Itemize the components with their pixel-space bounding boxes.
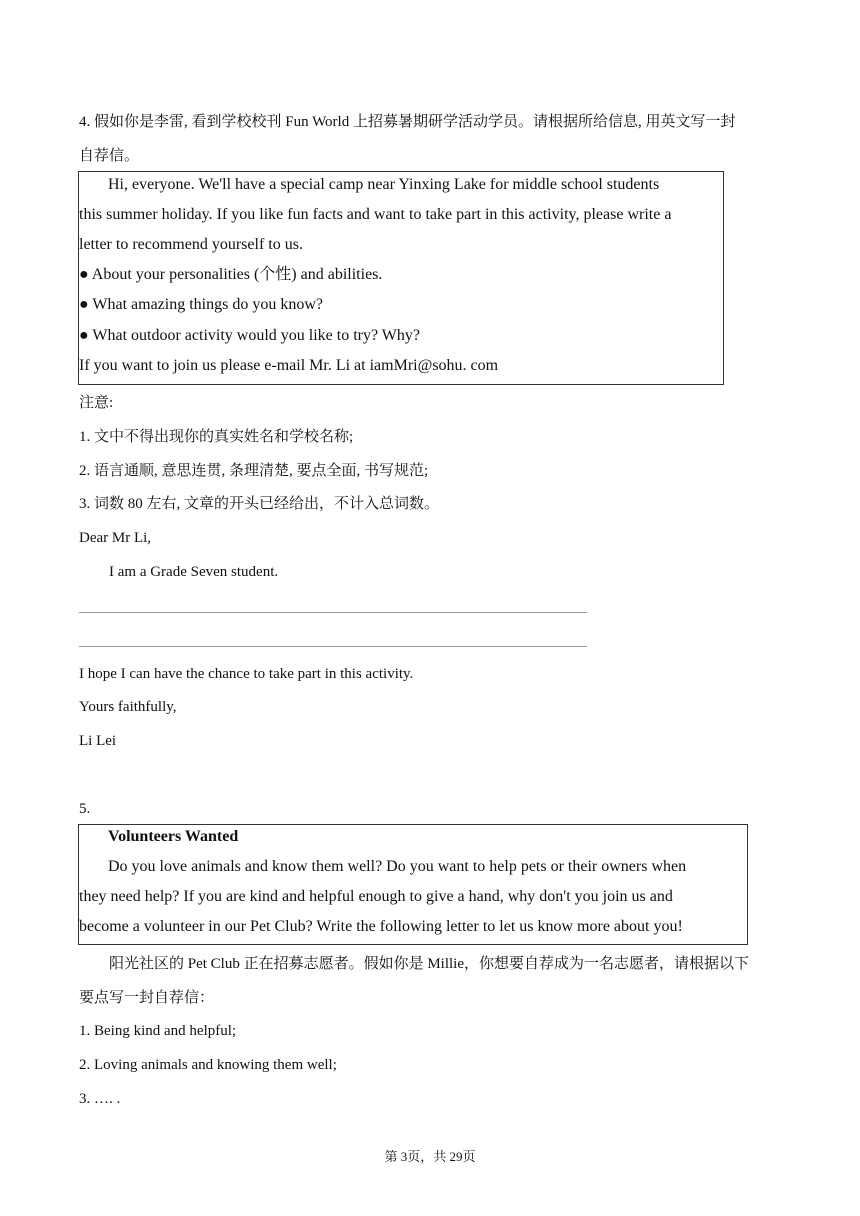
q4-prompt-line1: 4. 假如你是李雷, 看到学校校刊 Fun World 上招募暑期研学活动学员。请根据所给信息, 用英文写一封 (79, 114, 736, 130)
q4-note: 1. 文中不得出现你的真实姓名和学校名称; (79, 429, 354, 445)
page-footer: 第 3页，共 29页 (384, 1149, 476, 1164)
q5-box-line: become a volunteer in our Pet Club? Write the following letter to let us know more about you! (79, 918, 683, 935)
q5-box-title: Volunteers Wanted (108, 828, 239, 845)
q4-opening: I am a Grade Seven student. (109, 564, 279, 580)
q4-notice-bullet: ● What amazing things do you know? (79, 296, 323, 313)
q4-notice-line: Hi, everyone. We'll have a special camp near Yinxing Lake for middle school students (108, 176, 660, 193)
q5-box-line: they need help? If you are kind and helpful enough to give a hand, why don't you join us and (79, 888, 673, 905)
q5-point: 3. …. . (79, 1091, 121, 1107)
q4-salutation: Dear Mr Li, (79, 530, 152, 546)
q5-notice-box (78, 824, 748, 945)
q4-note: 3. 词数 80 左右, 文章的开头已经给出，不计入总词数。 (79, 496, 440, 512)
answer-blank-line[interactable] (79, 612, 587, 613)
q4-notes-title: 注意: (79, 395, 114, 411)
q4-notice-line: this summer holiday. If you like fun facts and want to take part in this activity, please write a (79, 206, 672, 223)
q4-signature: Li Lei (79, 733, 117, 749)
q5-point: 1. Being kind and helpful; (79, 1023, 237, 1039)
q4-notice-box (78, 171, 724, 385)
answer-blank-line[interactable] (79, 646, 587, 647)
q4-notice-line: If you want to join us please e-mail Mr. Li at iamMri@sohu. com (79, 357, 499, 374)
q5-prompt-line2: 要点写一封自荐信： (79, 990, 215, 1006)
q5-number: 5. (79, 801, 91, 817)
q5-point: 2. Loving animals and knowing them well; (79, 1057, 337, 1073)
q5-prompt-line1: 阳光社区的 Pet Club 正在招募志愿者。假如你是 Millie，你想要自荐成为一名志愿者，请根据以下 (109, 956, 750, 972)
q4-notice-bullet: ● About your personalities (个性) and abilities. (79, 266, 383, 283)
q4-notice-bullet: ● What outdoor activity would you like to try? Why? (79, 327, 421, 344)
q4-note: 2. 语言通顺, 意思连贯, 条理清楚, 要点全面, 书写规范; (79, 463, 429, 479)
q4-notice-line: letter to recommend yourself to us. (79, 236, 303, 253)
q5-box-line: Do you love animals and know them well? Do you want to help pets or their owners when (108, 858, 687, 875)
q4-prompt-line2: 自荐信。 (79, 148, 140, 164)
q4-signoff: Yours faithfully, (79, 699, 177, 715)
q4-closing: I hope I can have the chance to take part in this activity. (79, 666, 414, 682)
